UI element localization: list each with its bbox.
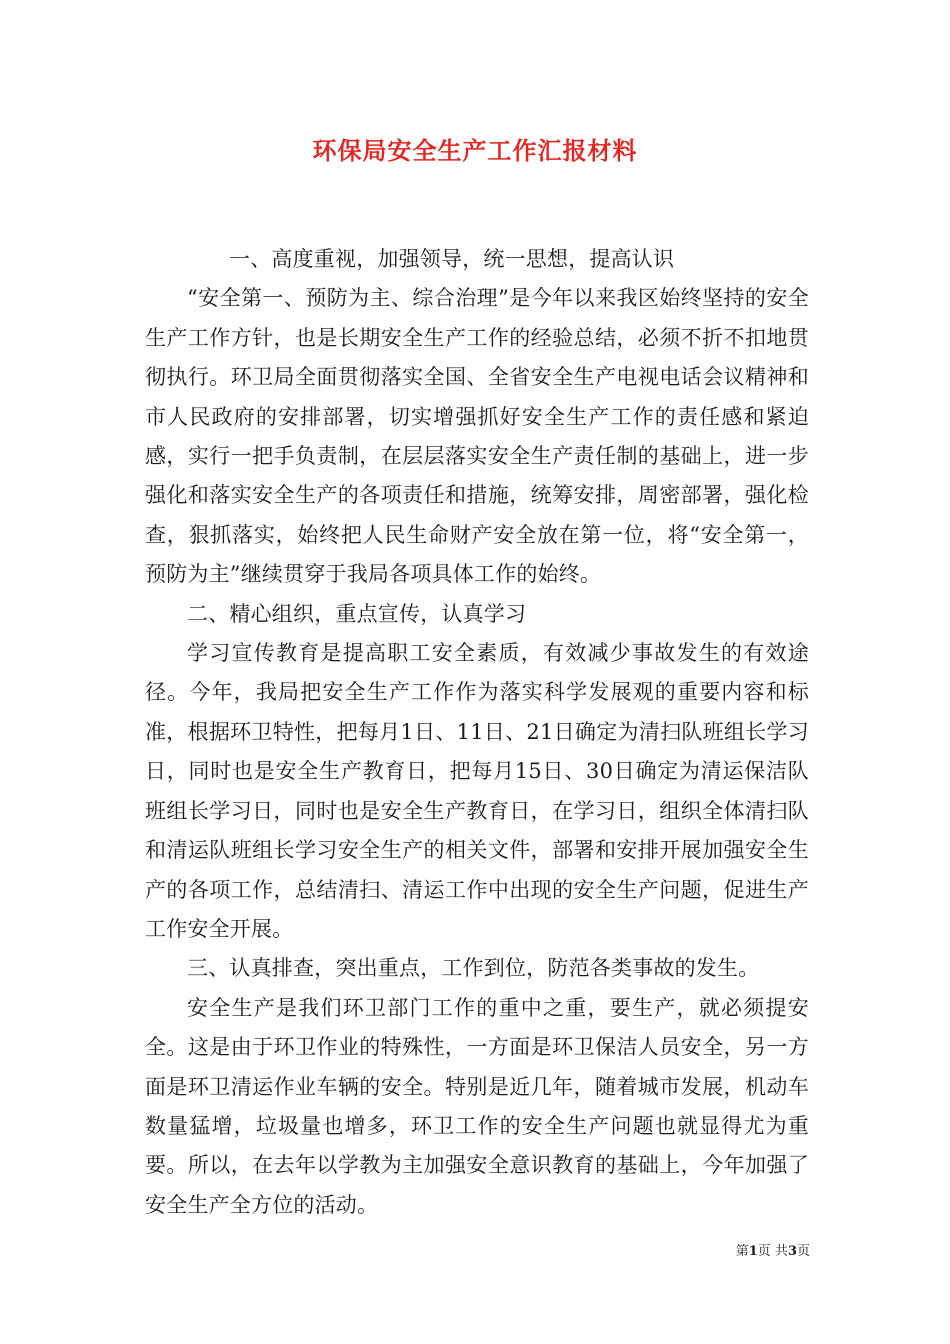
document-title: 环保局安全生产工作汇报材料	[312, 136, 638, 165]
footer-total-pages: 3	[787, 1244, 797, 1259]
section-paragraph: “安全第一、预防为主、综合治理”是今年以来我区始终坚持的安全生产工作方针，也是长期安全生产工作的经验总结，必须不折不扣地贯彻执行。环卫局全面贯彻落实全国、全省安全生产电视电话会议精神和市人民政府的安排部署，切实增强抓好安全生产工作的责任感和紧迫感，实行一把手负责制，在层层落实安全生产责任制的基础上，进一步强化和落实安全生产的各项责任和措施，统筹安排，周密部署，强化检查，狠抓落实，始终把人民生命财产安全放在第一位，将“安全第一，预防为主”继续贯穿于我局各项具体工作的始终。	[145, 286, 809, 587]
section-heading: 三、认真排查，突出重点，工作到位，防范各类事故的发生。	[187, 956, 760, 981]
section-heading: 二、精心组织，重点宣传，认真学习	[187, 601, 527, 626]
footer-current-page: 1	[748, 1244, 758, 1259]
page-number-footer	[700, 1243, 810, 1261]
footer-suffix: 页	[796, 1244, 810, 1259]
footer-prefix: 第	[735, 1244, 749, 1259]
section-paragraph: 学习宣传教育是提高职工安全素质，有效减少事故发生的有效途径。今年，我局把安全生产工作作为落实科学发展观的重要内容和标准，根据环卫特性，把每月1日、11日、21日确定为清扫队班组长学习日，同时也是安全生产教育日，把每月15日、30日确定为清运保洁队班组长学习日，同时也是安全生产教育日，在学习日，组织全体清扫队和清运队班组长学习安全生产的相关文件，部署和安排开展加强安全生产的各项工作，总结清扫、清运工作中出现的安全生产问题，促进生产工作安全开展。	[145, 641, 809, 941]
section-paragraph: 安全生产是我们环卫部门工作的重中之重，要生产，就必须提安全。这是由于环卫作业的特殊性，一方面是环卫保洁人员安全，另一方面是环卫清运作业车辆的安全。特别是近几年，随着城市发展，机动车数量猛增，垃圾量也增多，环卫工作的安全生产问题也就显得尤为重要。所以，在去年以学教为主加强安全意识教育的基础上，今年加强了安全生产全方位的活动。	[145, 995, 809, 1217]
footer-middle: 页 共	[757, 1244, 788, 1259]
section-heading: 一、高度重视，加强领导，统一思想，提高认识	[229, 247, 675, 271]
document-body	[145, 240, 809, 1225]
